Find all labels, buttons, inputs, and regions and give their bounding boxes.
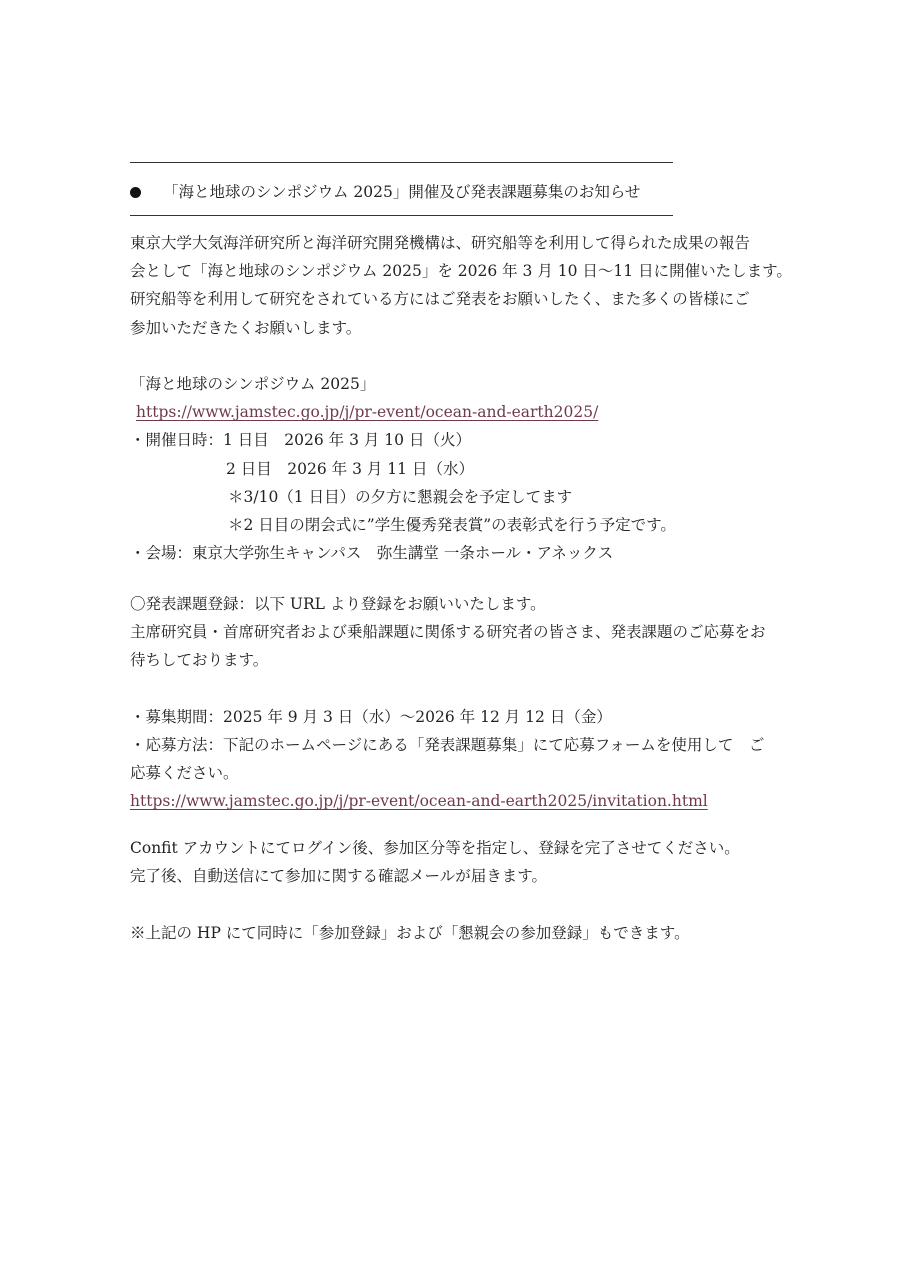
title-text: 「海と地球のシンポジウム 2025」開催及び発表課題募集のお知らせ [163,183,641,201]
intro-line: 会として「海と地球のシンポジウム 2025」を 2026 年 3 月 10 日〜11 日に開催いたします。 [130,262,792,281]
top-divider [130,162,673,163]
event-note-award: ＊2 日目の閉会式に”学生優秀発表賞”の表彰式を行う予定です。 [228,516,676,535]
announcement-title [130,178,640,206]
intro-line: 東京大学大気海洋研究所と海洋研究開発機構は、研究船等を利用して得られた成果の報告 [130,234,751,252]
event-name: 「海と地球のシンポジウム 2025」 [130,375,376,393]
registration-period: ・募集期間：2025 年 9 月 3 日（水）〜2026 年 12 月 12 日（金） [130,707,612,726]
registration-heading: 〇発表課題登録：以下 URL より登録をお願いいたします。 [130,595,546,613]
event-date-day1: ・開催日時：1 日目 2026 年 3 月 10 日（火） [130,431,471,450]
event-date-day2: 2 日目 2026 年 3 月 11 日（水） [226,459,474,478]
closing-section [130,834,780,947]
registration-method: 応募ください。 [130,764,239,783]
event-note-reception: ＊3/10（1 日目）の夕方に懇親会を予定してます [228,487,573,506]
closing-note: ※上記の HP にて同時に「参加登録」および「懇親会の参加登録」もできます。 [130,923,690,942]
registration-method: ・応募方法：下記のホームページにある「発表課題募集」にて応募フォームを使用して ご [130,736,765,754]
event-url-link[interactable]: https://www.jamstec.go.jp/j/pr-event/ocean-and-earth2025/ [136,403,599,422]
intro-line: 参加いただきたくお願いします。 [130,318,362,337]
invitation-url-link[interactable]: https://www.jamstec.go.jp/j/pr-event/ocean-and-earth2025/invitation.html [130,792,708,811]
closing-line: Confit アカウントにてログイン後、参加区分等を指定し、登録を完了させてください。 [130,839,740,857]
registration-text: 主席研究員・首席研究者および乗船課題に関係する研究者の皆さま、発表課題のご応募をお [130,623,766,642]
closing-line: 完了後、自動送信にて参加に関する確認メールが届きます。 [130,867,547,886]
registration-text: 待ちしております。 [130,651,269,670]
intro-line: 研究船等を利用して研究をされている方にはご発表をお願いしたく、また多くの皆様にご [130,290,750,309]
event-details [130,370,780,567]
event-venue: ・会場：東京大学弥生キャンパス 弥生講堂 一条ホール・アネックス [130,544,614,563]
bottom-divider [130,215,673,216]
registration-section [130,590,780,816]
bullet-icon [130,187,141,198]
intro-paragraph [130,229,792,342]
